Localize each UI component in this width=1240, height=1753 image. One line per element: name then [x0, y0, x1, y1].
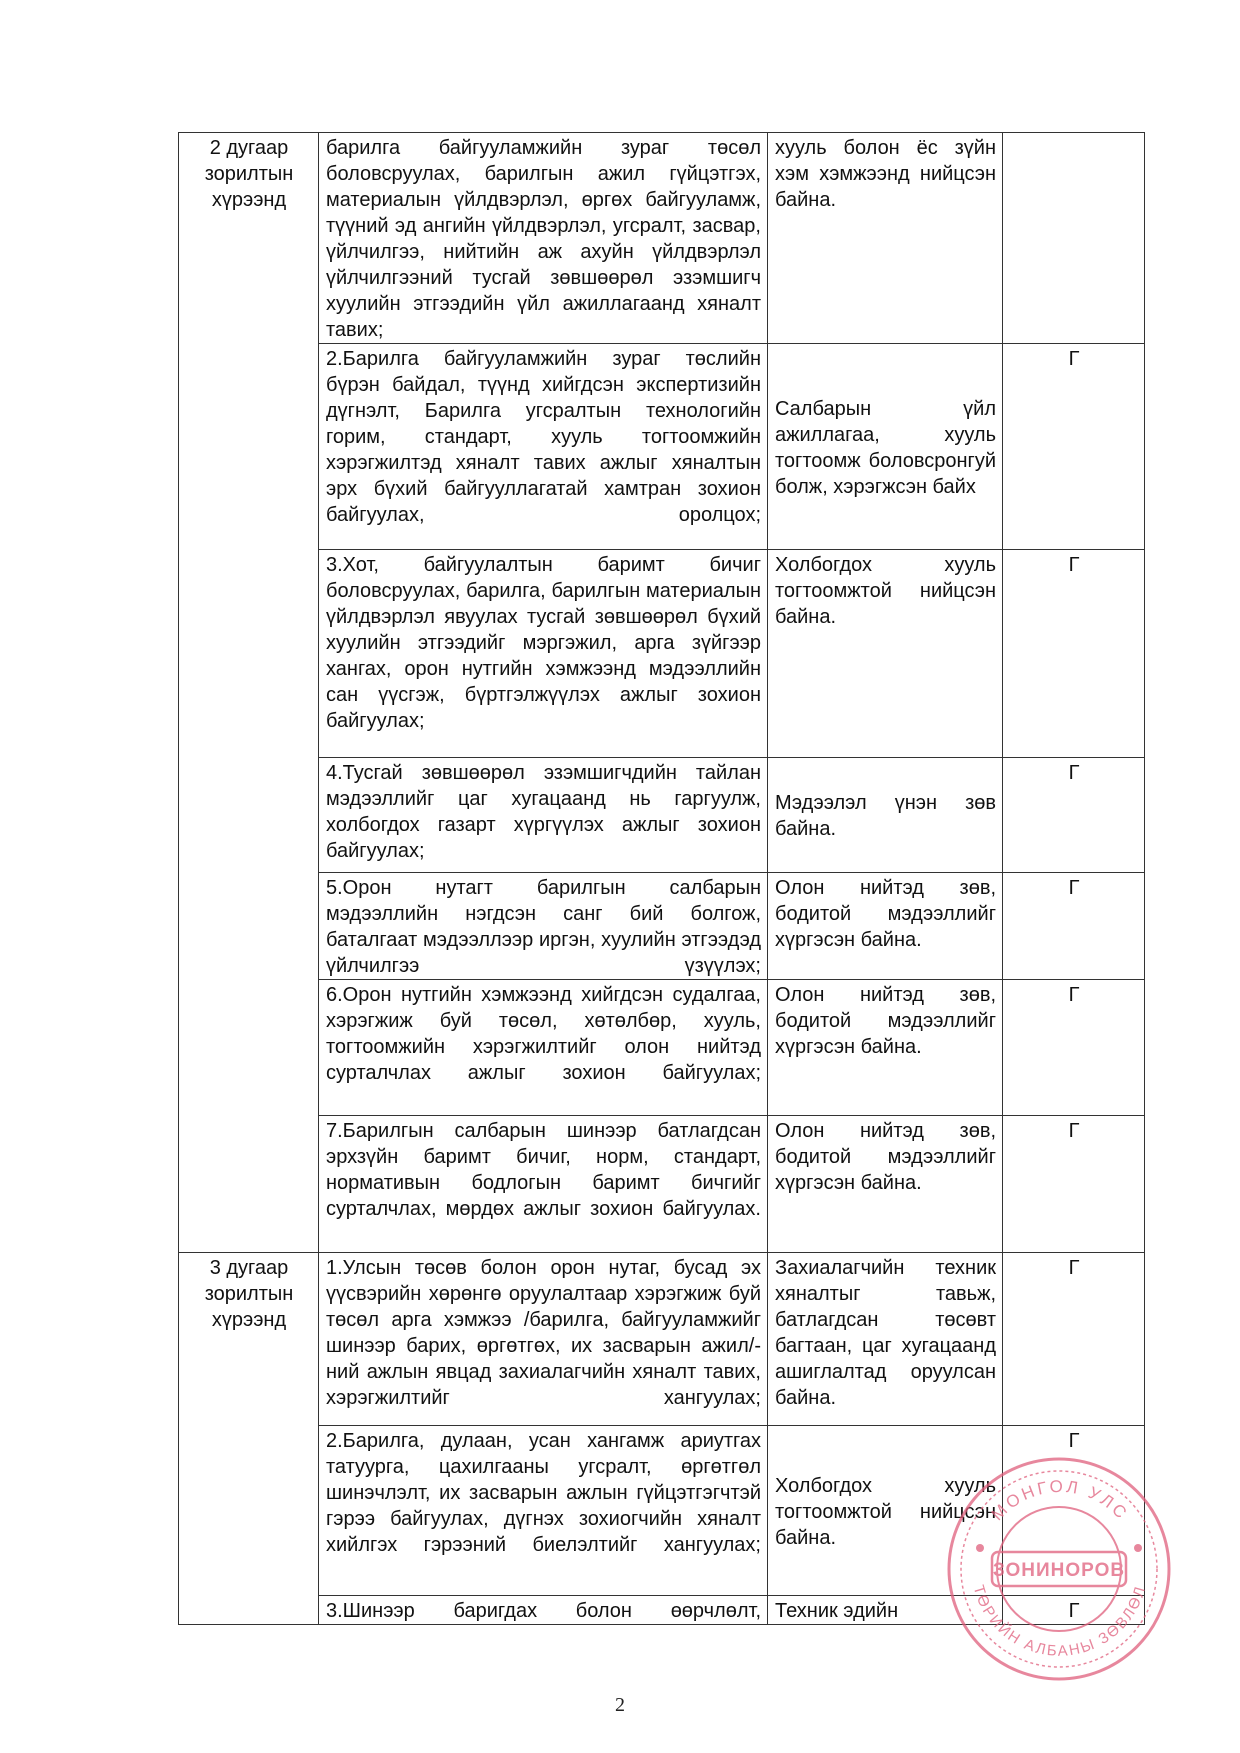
task-cell: 1.Улсын төсөв болон орон нутаг, бусад эх үүсвэрийн хөрөнгө оруулалтаар хэрэгжиж буй төсөл арга хэмжээ /барилга, байгууламжийг шинээр барих, өргөтгөх, их засварын ажил/-ний ажлын явцад захиалагчийн хяналт тавих, хэрэгжилтийг хангуулах; [319, 1253, 768, 1426]
mark-cell [1003, 133, 1145, 344]
mark-cell: Г [1003, 1116, 1145, 1253]
task-cell: 3.Шинээр баригдах болон өөрчлөлт, [319, 1596, 768, 1625]
mark-cell: Г [1003, 1596, 1145, 1625]
criterion-cell: Мэдээлэл үнэн зөв байна. [768, 758, 1003, 873]
table-row [179, 980, 1145, 1116]
criterion-cell: Захиалагчийн техник хяналтыг тавьж, батлагдсан төсөвт багтаан, цаг хугацаанд ашиглалтад оруулсан байна. [768, 1253, 1003, 1426]
task-cell: барилга байгууламжийн зураг төсөл боловсруулах, барилгын ажил гүйцэтгэх, материалын үйлдвэрлэл, өргөх байгууламж, түүний эд ангийн үйлдвэрлэл, угсралт, засвар, үйлчилгээ, нийтийн аж ахуйн үйлдвэрлэл үйлчилгээний тусгай зөвшөөрөл эзэмшигч хуулийн этгээдийн үйл ажиллагаанд хяналт тавих; [319, 133, 768, 344]
plan-table [178, 132, 1145, 1625]
seal-bottom-text: ТӨРИЙН АЛБАНЫ ЗӨВЛӨЛ [969, 1583, 1150, 1660]
table-row [179, 1253, 1145, 1426]
criterion-cell: Салбарын үйл ажиллагаа, хууль тогтоомж боловсронгуй болж, хэрэгжсэн байх [768, 344, 1003, 550]
table-row [179, 133, 1145, 344]
table-row [179, 550, 1145, 758]
mark-cell: Г [1003, 1253, 1145, 1426]
mark-cell: Г [1003, 344, 1145, 550]
mark-cell: Г [1003, 980, 1145, 1116]
task-cell: 3.Хот, байгуулалтын баримт бичиг боловсруулах, барилга, барилгын материалын үйлдвэрлэл явуулах тусгай зөвшөөрөл бүхий хуулийн этгээдийг мэргэжил, арга зүйгээр хангах, орон нутгийн хэмжээнд мэдээллийн сан үүсгэж, бүртгэлжүүлэх ажлыг зохион байгуулах; [319, 550, 768, 758]
seal-top-text: МОНГОЛ УЛС [987, 1476, 1133, 1525]
criterion-cell: Олон нийтэд зөв, бодитой мэдээллийг хүргэсэн байна. [768, 980, 1003, 1116]
task-cell: 2.Барилга, дулаан, усан хангамж ариутгах татуурга, цахилгааны угсралт, өргөтгөл шинэчлэлт, их засварын ажлын гүйцэтгэгчтэй гэрээ байгуулах, дүгнэх зохиогчийн хяналт хийлгэх гэрээний биелэлтийг хангуулах; [319, 1426, 768, 1596]
mark-cell: Г [1003, 1426, 1145, 1596]
table-row [179, 344, 1145, 550]
criterion-cell: Холбогдох хууль тогтоомжтой нийцсэн байна. [768, 550, 1003, 758]
criterion-cell: Холбогдох хууль тогтоомжтой нийцсэн байна. [768, 1426, 1003, 1596]
mark-cell: Г [1003, 873, 1145, 980]
task-cell: 5.Орон нутагт барилгын салбарын мэдээллийн нэгдсэн санг бий болгож, баталгаат мэдээллээр иргэн, хуулийн этгээдэд үйлчилгээ үзүүлэх; [319, 873, 768, 980]
task-cell: 6.Орон нутгийн хэмжээнд хийгдсэн судалгаа, хэрэгжиж буй төсөл, хөтөлбөр, хууль, тогтоомжийн хэрэгжилтийг олон нийтэд сурталчлах ажлыг зохион байгуулах; [319, 980, 768, 1116]
table-row [179, 758, 1145, 873]
criterion-cell: Олон нийтэд зөв, бодитой мэдээллийг хүргэсэн байна. [768, 1116, 1003, 1253]
task-cell: 4.Тусгай зөвшөөрөл эзэмшигчдийн тайлан мэдээллийг цаг хугацаанд нь гаргуулж, холбогдох газарт хүргүүлэх ажлыг зохион байгуулах; [319, 758, 768, 873]
goal-cell: 2 дугаар зорилтын хүрээнд [179, 133, 319, 1253]
seal-center-text: ЗОНИНОРОВ [992, 1560, 1126, 1581]
task-cell: 7.Барилгын салбарын шинээр батлагдсан эрхзүйн баримт бичиг, норм, стандарт, нормативын бодлогын баримт бичгийг сурталчлах, мөрдөх ажлыг зохион байгуулах. [319, 1116, 768, 1253]
mark-cell: Г [1003, 550, 1145, 758]
svg-text:ТӨРИЙН АЛБАНЫ ЗӨВЛӨЛ [970, 1583, 1150, 1660]
page-number: 2 [615, 1694, 625, 1716]
criterion-cell: хууль болон ёс зүйн хэм хэмжээнд нийцсэн байна. [768, 133, 1003, 344]
task-cell: 2.Барилга байгууламжийн зураг төслийн бүрэн байдал, түүнд хийгдсэн экспертизийн дүгнэлт, Барилга угсралтын технологийн горим, стандарт, хууль тогтоомжийн хэрэгжилтэд хяналт тавих ажлыг хяналтын эрх бүхий байгууллагатай хамтран зохион байгуулах, оролцох; [319, 344, 768, 550]
mark-cell: Г [1003, 758, 1145, 873]
table-row [179, 1116, 1145, 1253]
criterion-cell: Олон нийтэд зөв, бодитой мэдээллийг хүргэсэн байна. [768, 873, 1003, 980]
table-row [179, 873, 1145, 980]
official-seal-icon [942, 1452, 1177, 1687]
criterion-cell: Техник эдийн [768, 1596, 1003, 1625]
goal-cell: 3 дугаар зорилтын хүрээнд [179, 1253, 319, 1625]
